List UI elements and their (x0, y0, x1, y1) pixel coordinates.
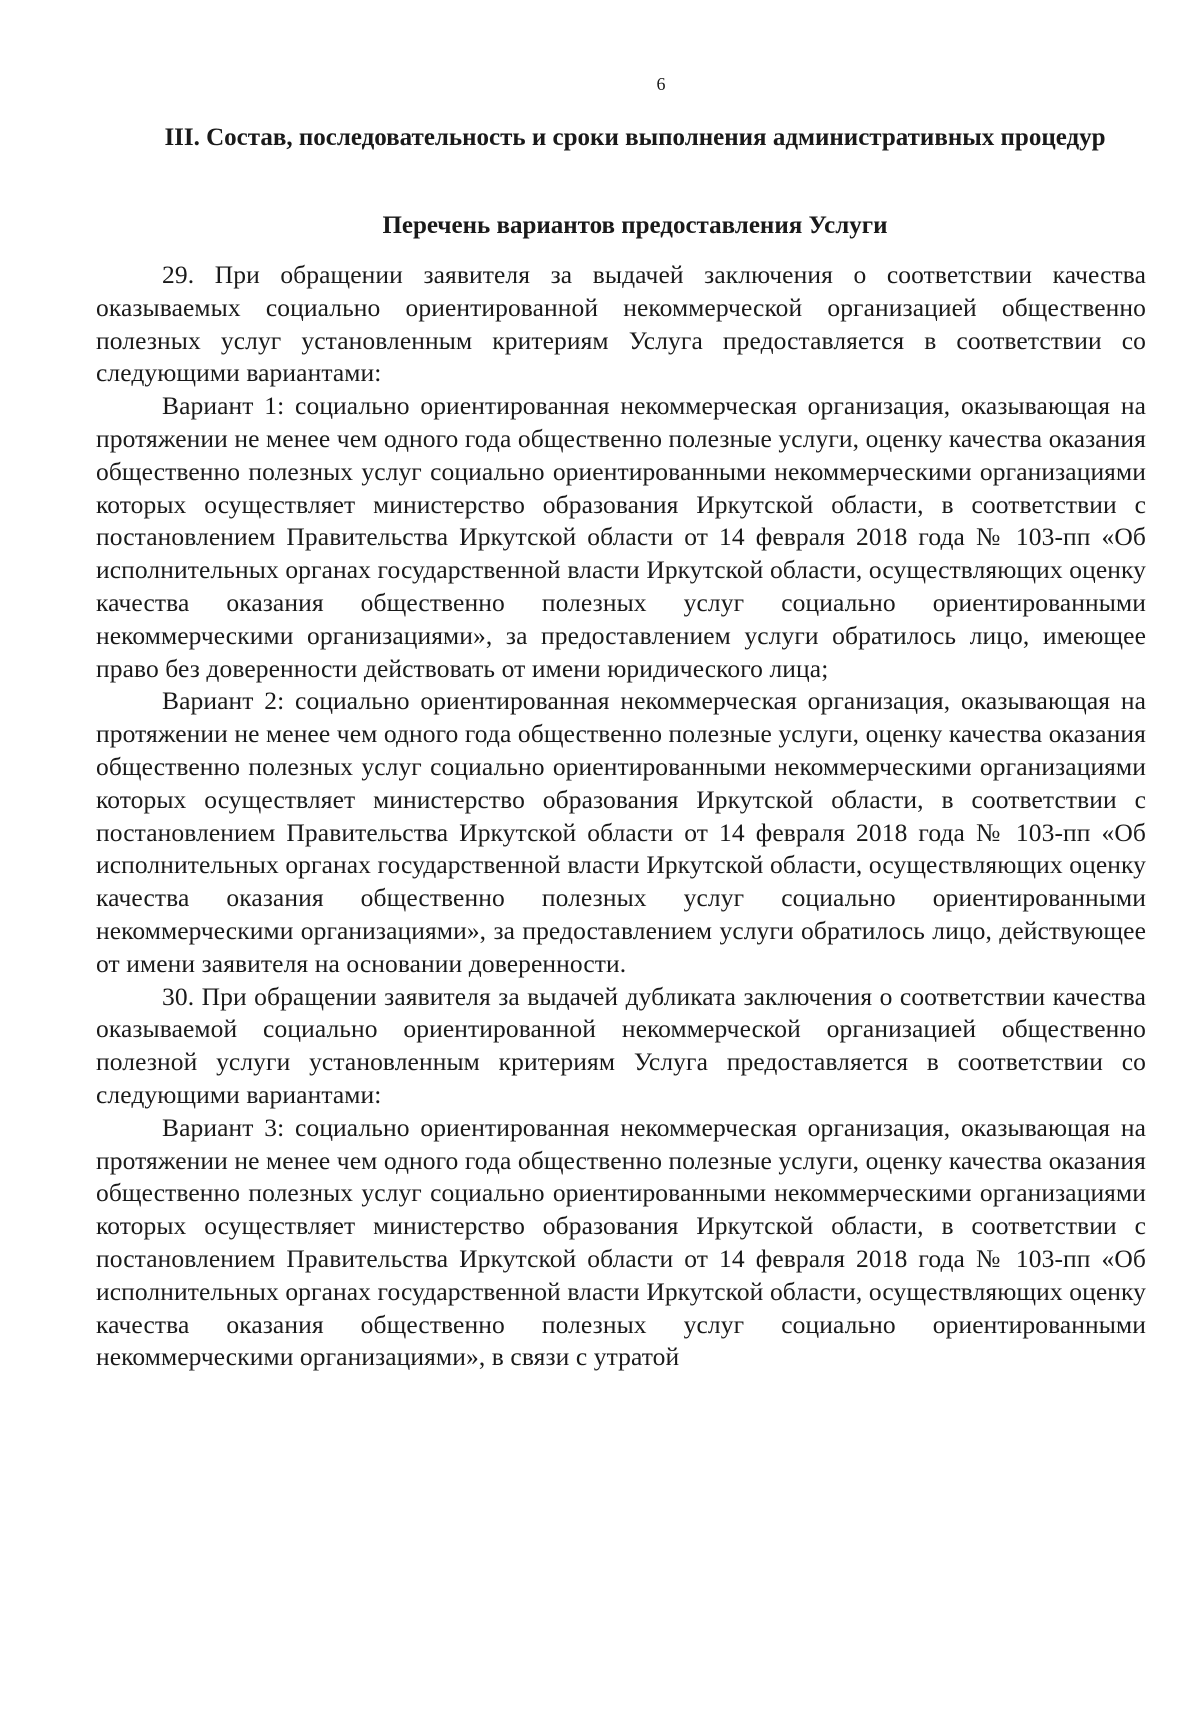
subsection-title: Перечень вариантов предоставления Услуги (382, 212, 888, 239)
paragraph-variant-1: Вариант 1: социально ориентированная некоммерческая организация, оказывающая на протяжении не менее чем одного года общественно полезные услуги, оценку качества оказания общественно полезных услуг социально ориентированными некоммерческими организациями которых осуществляет министерство образования Иркутской области, в соответствии с постановлением Правительства Иркутской области от 14 февраля 2018 года № 103-пп «Об исполнительных органах государственной власти Иркутской области, осуществляющих оценку качества оказания общественно полезных услуг социально ориентированными некоммерческими организациями», за предоставлением услуги обратилось лицо, имеющее право без доверенности действовать от имени юридического лица; (96, 391, 1146, 683)
paragraph-variant-2: Вариант 2: социально ориентированная некоммерческая организация, оказывающая на протяжении не менее чем одного года общественно полезные услуги, оценку качества оказания общественно полезных услуг социально ориентированными некоммерческими организациями которых осуществляет министерство образования Иркутской области, в соответствии с постановлением Правительства Иркутской области от 14 февраля 2018 года № 103-пп «Об исполнительных органах государственной власти Иркутской области, осуществляющих оценку качества оказания общественно полезных услуг социально ориентированными некоммерческими организациями», за предоставлением услуги обратилось лицо, действующее от имени заявителя на основании доверенности. (96, 686, 1146, 978)
paragraph-29: 29. При обращении заявителя за выдачей заключения о соответствии качества оказываемых социально ориентированной некоммерческой организацией общественно полезных услуг установленным критериям Услуга предоставляется в соответствии со следующими вариантами: (96, 260, 1146, 388)
paragraph-30: 30. При обращении заявителя за выдачей дубликата заключения о соответствии качества оказываемой социально ориентированной некоммерческой организацией общественно полезной услуги установленным критериям Услуга предоставляется в соответствии со следующими вариантами: (96, 981, 1146, 1109)
page-number: 6 (656, 74, 666, 94)
document-page (96, 74, 1146, 1374)
paragraph-variant-3: Вариант 3: социально ориентированная некоммерческая организация, оказывающая на протяжении не менее чем одного года общественно полезные услуги, оценку качества оказания общественно полезных услуг социально ориентированными некоммерческими организациями которых осуществляет министерство образования Иркутской области, в соответствии с постановлением Правительства Иркутской области от 14 февраля 2018 года № 103-пп «Об исполнительных органах государственной власти Иркутской области, осуществляющих оценку качества оказания общественно полезных услуг социально ориентированными некоммерческими организациями», в связи с утратой (96, 1112, 1146, 1372)
section-title: III. Состав, последовательность и сроки выполнения административных процедур (164, 124, 1106, 151)
